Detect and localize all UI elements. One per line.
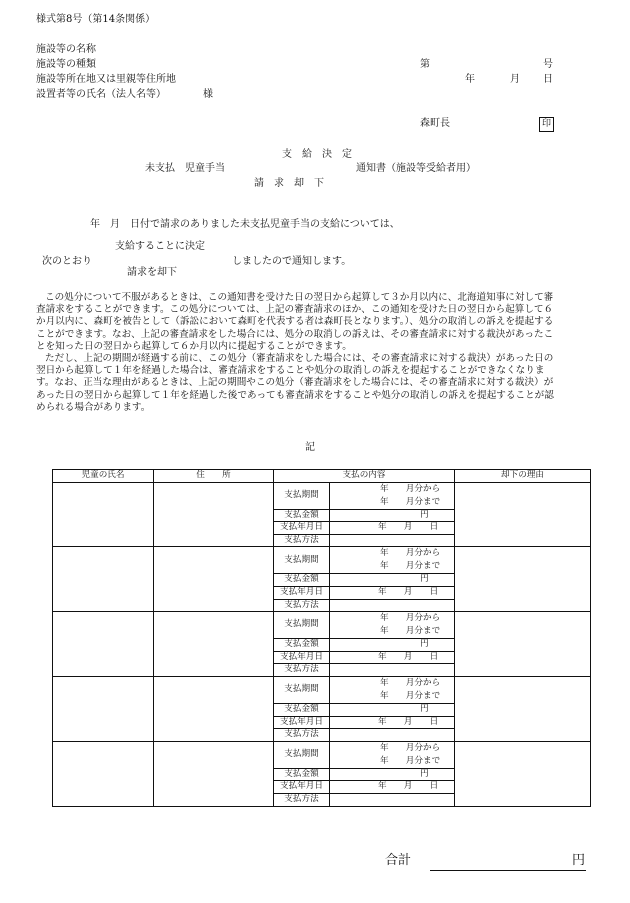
pay-date-text: 年 月 日 xyxy=(378,781,439,792)
rejection-reason-cell[interactable] xyxy=(455,741,591,806)
row-label-method: 支払方法 xyxy=(274,599,330,612)
payment-table xyxy=(52,469,591,807)
row-label-amount: 支払金額 xyxy=(274,574,330,587)
title-rejection: 請 求 却 下 xyxy=(254,178,324,189)
row-label-amount: 支払金額 xyxy=(274,639,330,652)
period-to-text: 年 月分まで xyxy=(380,496,441,507)
facility-type-label: 施設等の種類 xyxy=(36,59,96,70)
row-label-period: 支払期間 xyxy=(274,482,330,509)
value-amount[interactable] xyxy=(330,768,455,781)
row-label-amount: 支払金額 xyxy=(274,509,330,522)
seal-mark: 印 xyxy=(539,117,554,132)
value-date[interactable] xyxy=(330,586,455,599)
table-row xyxy=(53,612,591,639)
row-label-amount: 支払金額 xyxy=(274,768,330,781)
value-method[interactable] xyxy=(330,664,455,677)
amount-unit-text: 円 xyxy=(420,768,429,779)
row-label-date: 支払年月日 xyxy=(274,522,330,535)
value-date[interactable] xyxy=(330,781,455,794)
issue-year: 年 xyxy=(465,74,475,85)
header-address: 住 所 xyxy=(154,470,274,483)
value-period[interactable] xyxy=(330,676,455,703)
amount-unit-text: 円 xyxy=(420,509,429,520)
facility-name-label: 施設等の名称 xyxy=(36,44,96,55)
row-label-date: 支払年月日 xyxy=(274,716,330,729)
period-to-text: 年 月分まで xyxy=(380,690,441,701)
value-amount[interactable] xyxy=(330,509,455,522)
notify-sentence: しましたので通知します。 xyxy=(232,256,352,267)
title-right: 通知書（施設等受給者用） xyxy=(356,163,476,174)
amount-unit-text: 円 xyxy=(420,574,429,585)
child-name-cell[interactable] xyxy=(53,612,154,677)
pay-date-text: 年 月 日 xyxy=(378,586,439,597)
value-amount[interactable] xyxy=(330,639,455,652)
address-cell[interactable] xyxy=(154,547,274,612)
appeal-paragraph-1: この処分について不服があるときは、この通知書を受けた日の翌日から起算して３か月以内に、北海道知事に対して審査請求をすることができます。この処分については、上記の審査請求のほか、この通知を受けた日の翌日から起算して６か月以内に、森町を被告として（訴訟において森町を代表する者は森町長となります。）、処分の取消しの訴えを提起することができます。なお、上記の審査請求をした場合には、処分の取消しの訴えは、その審査請求に対する裁決があったことを知った日の翌日から起算して６か月以内に提起することができます。 xyxy=(36,292,554,352)
amount-unit-text: 円 xyxy=(420,639,429,650)
value-date[interactable] xyxy=(330,522,455,535)
rejection-reason-cell[interactable] xyxy=(455,676,591,741)
header-payment-details: 支払の内容 xyxy=(274,470,455,483)
row-label-method: 支払方法 xyxy=(274,729,330,742)
pay-date-text: 年 月 日 xyxy=(378,522,439,533)
row-label-amount: 支払金額 xyxy=(274,703,330,716)
row-label-period: 支払期間 xyxy=(274,741,330,768)
period-to-text: 年 月分まで xyxy=(380,626,441,637)
issue-month: 月 xyxy=(510,74,520,85)
option-reject: 請求を却下 xyxy=(127,267,177,278)
table-row xyxy=(53,676,591,703)
value-amount[interactable] xyxy=(330,574,455,587)
appeal-paragraph-2: ただし、上記の期間が経過する前に、この処分（審査請求をした場合には、その審査請求に対する裁決）があった日の翌日から起算して１年を経過した場合は、審査請求をすることや処分の取消しの訴えを提起することができなくなります。なお、正当な理由があるときは、上記の期間やこの処分（審査請求をした場合には、その審査請求に対する裁決）があった日の翌日から起算して１年を経過した後であっても審査請求をすることや処分の取消しの訴えを提起することが認められる場合があります。 xyxy=(36,353,554,413)
title-left: 未支払 児童手当 xyxy=(145,163,225,174)
address-cell[interactable] xyxy=(154,741,274,806)
header-child-name: 児童の氏名 xyxy=(53,470,154,483)
row-label-method: 支払方法 xyxy=(274,664,330,677)
option-pay: 支給することに決定 xyxy=(115,241,205,252)
facility-address-label: 施設等所在地又は里親等住所地 xyxy=(36,74,176,85)
period-from-text: 年 月分から xyxy=(380,483,441,494)
total-label: 合計 xyxy=(385,853,412,868)
child-name-cell[interactable] xyxy=(53,547,154,612)
total-unit: 円 xyxy=(572,853,586,868)
address-cell[interactable] xyxy=(154,612,274,677)
child-name-cell[interactable] xyxy=(53,676,154,741)
table-header-row xyxy=(53,470,591,483)
period-to-text: 年 月分まで xyxy=(380,755,441,766)
row-label-date: 支払年月日 xyxy=(274,781,330,794)
row-label-date: 支払年月日 xyxy=(274,586,330,599)
header-rejection-reason: 却下の理由 xyxy=(455,470,591,483)
amount-unit-text: 円 xyxy=(420,703,429,714)
mayor-title: 森町長 xyxy=(420,118,450,129)
value-period[interactable] xyxy=(330,482,455,509)
child-name-cell[interactable] xyxy=(53,741,154,806)
value-amount[interactable] xyxy=(330,703,455,716)
title-decision: 支 給 決 定 xyxy=(282,149,352,160)
row-label-period: 支払期間 xyxy=(274,547,330,574)
doc-number-dai: 第 xyxy=(420,59,430,70)
rejection-reason-cell[interactable] xyxy=(455,547,591,612)
total-underline xyxy=(430,870,586,871)
period-to-text: 年 月分まで xyxy=(380,561,441,572)
period-from-text: 年 月分から xyxy=(380,742,441,753)
rejection-reason-cell[interactable] xyxy=(455,612,591,677)
issue-day: 日 xyxy=(543,74,553,85)
address-cell[interactable] xyxy=(154,676,274,741)
value-method[interactable] xyxy=(330,793,455,806)
doc-number-go: 号 xyxy=(543,59,553,70)
table-row xyxy=(53,482,591,509)
row-label-date: 支払年月日 xyxy=(274,651,330,664)
table-row xyxy=(53,547,591,574)
period-from-text: 年 月分から xyxy=(380,613,441,624)
address-cell[interactable] xyxy=(154,482,274,547)
founder-sama: 様 xyxy=(203,89,213,100)
child-name-cell[interactable] xyxy=(53,482,154,547)
period-from-text: 年 月分から xyxy=(380,677,441,688)
form-number: 様式第8号（第14条関係） xyxy=(36,14,156,25)
value-date[interactable] xyxy=(330,716,455,729)
value-method[interactable] xyxy=(330,534,455,547)
founder-label: 設置者等の氏名（法人名等） xyxy=(36,89,166,100)
pay-date-text: 年 月 日 xyxy=(378,651,439,662)
intro-sentence: 年 月 日付で請求のありました未支払児童手当の支給については、 xyxy=(90,219,400,230)
next-as-follows: 次のとおり xyxy=(42,256,92,267)
rejection-reason-cell[interactable] xyxy=(455,482,591,547)
table-row xyxy=(53,741,591,768)
period-from-text: 年 月分から xyxy=(380,548,441,559)
value-period[interactable] xyxy=(330,547,455,574)
row-label-period: 支払期間 xyxy=(274,676,330,703)
value-period[interactable] xyxy=(330,741,455,768)
ki-heading: 記 xyxy=(305,442,315,453)
value-method[interactable] xyxy=(330,729,455,742)
value-method[interactable] xyxy=(330,599,455,612)
row-label-method: 支払方法 xyxy=(274,793,330,806)
row-label-period: 支払期間 xyxy=(274,612,330,639)
appeal-notice xyxy=(36,292,554,414)
value-date[interactable] xyxy=(330,651,455,664)
value-period[interactable] xyxy=(330,612,455,639)
row-label-method: 支払方法 xyxy=(274,534,330,547)
pay-date-text: 年 月 日 xyxy=(378,716,439,727)
